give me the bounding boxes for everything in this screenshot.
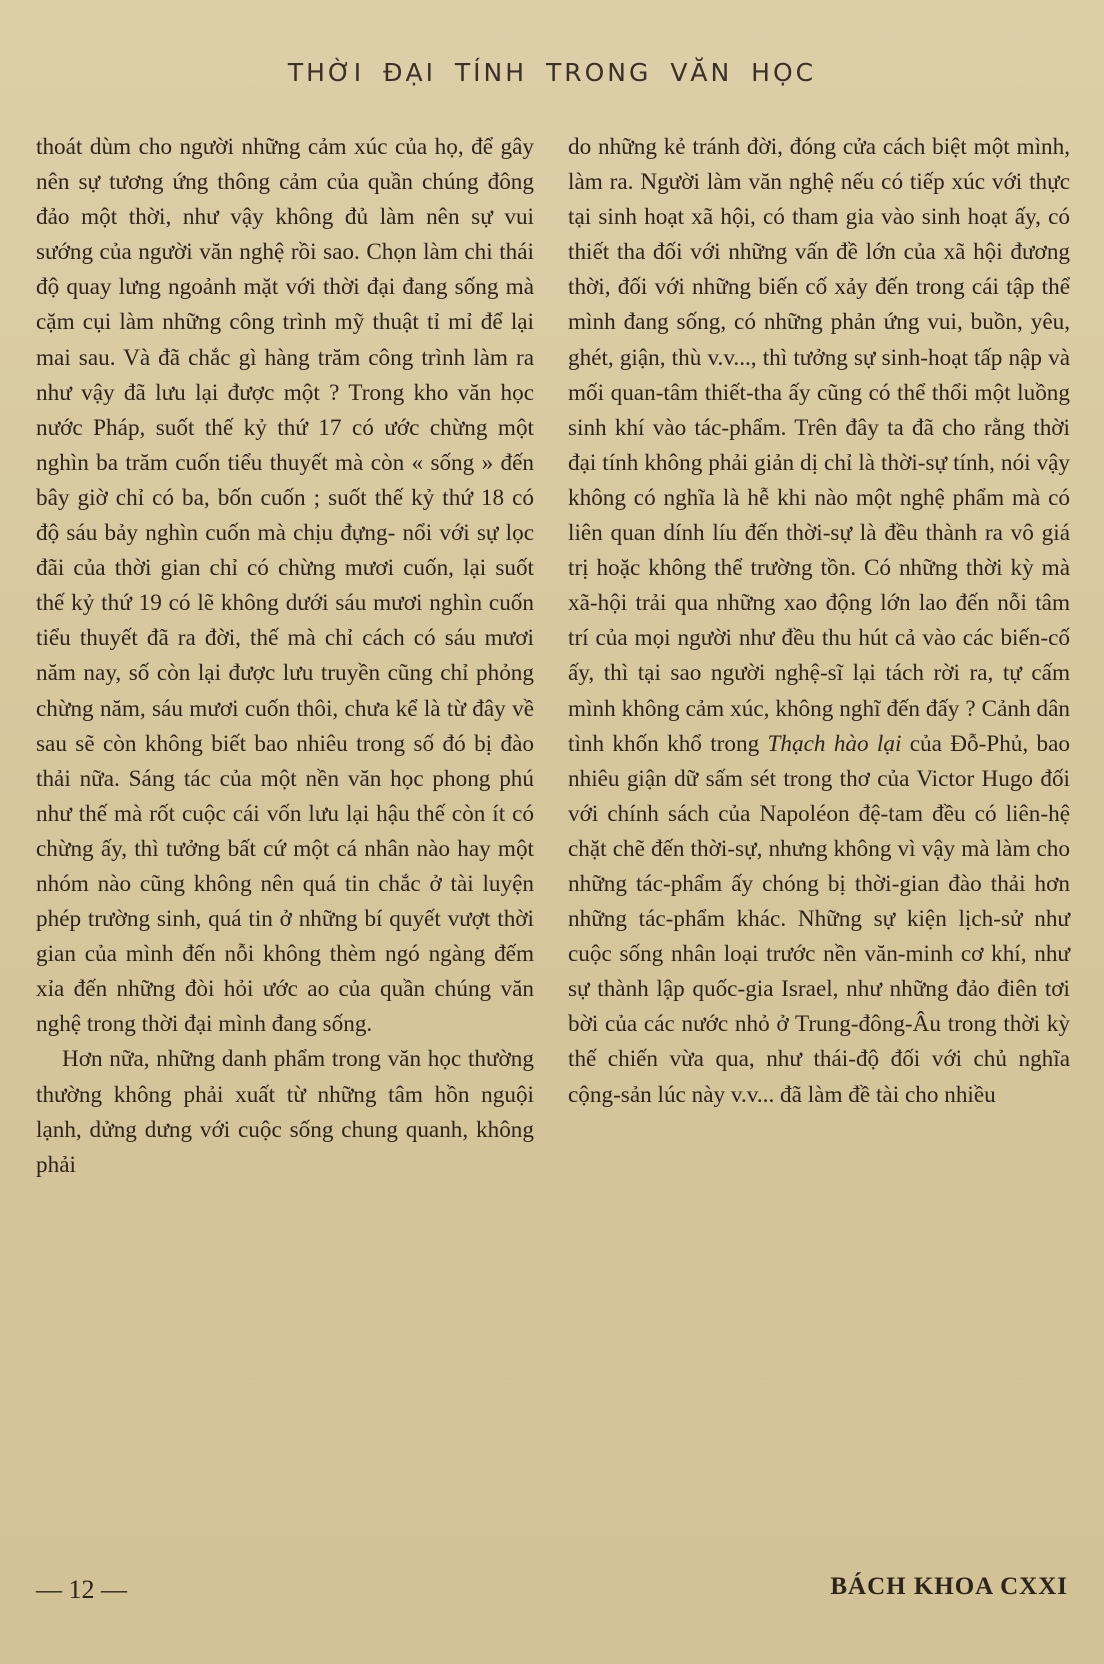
paragraph: Hơn nữa, những danh phẩm trong văn học thường thường không phải xuất từ những tâm hồn nguội lạnh, dửng dưng với cuộc sống chung quanh, không phải <box>36 1046 534 1178</box>
page-number: — 12 — <box>36 1575 127 1604</box>
text-column-right <box>568 130 1070 1113</box>
paragraph: thoát dùm cho người những cảm xúc của họ, để gây nên sự tương ứng thông cảm của quần chúng đông đảo một thời, như vậy không đủ làm nên sự vui sướng của người văn nghệ rồi sao. Chọn làm chi thái độ quay lưng ngoảnh mặt với thời đại đang sống mà cặm cụi làm những công trình mỹ thuật tỉ mỉ để lại mai sau. Và đã chắc gì hàng trăm công trình làm ra như vậy đã lưu lại được một ? Trong kho văn học nước Pháp, suốt thế kỷ thứ 17 có ước chừng một nghìn ba trăm cuốn tiểu thuyết mà còn « sống » đến bây giờ chỉ có ba, bốn cuốn ; suốt thế kỷ thứ 18 có độ sáu bảy nghìn cuốn mà chịu đựng- nổi với sự lọc đãi của thời gian chỉ có chừng mươi cuốn, lại suốt thế kỷ thứ 19 có lẽ không dưới sáu mươi nghìn cuốn tiểu thuyết đã ra đời, thế mà chỉ cách có sáu mươi năm nay, số còn lại được lưu truyền cũng chỉ phỏng chừng năm, sáu mươi cuốn thôi, chưa kể là từ đây về sau sẽ còn không biết bao nhiêu trong số đó bị đào thải nữa. Sáng tác của một nền văn học phong phú như thế mà rốt cuộc cái vốn lưu lại hậu thế còn ít có chừng ấy, thì tưởng bất cứ một cá nhân nào hay một nhóm nào cũng không nên quá tin chắc ở tài luyện phép trường sinh, quá tin ở những bí quyết vượt thời gian của mình đến nỗi không thèm ngó ngàng đếm xỉa đến những đòi hỏi ước ao của quần chúng văn nghệ trong thời đại mình đang sống. <box>36 134 534 1038</box>
text-column-left <box>36 130 534 1183</box>
paragraph-text: của Đỗ-Phủ, bao nhiêu giận dữ sấm sét trong thơ của Victor Hugo đối với chính sách của Napoléon đệ-tam đều có liên-hệ chặt chẽ đến thời-sự, nhưng không vì vậy mà làm cho những tác-phẩm ấy chóng bị thời-gian đào thải hơn những tác-phẩm khác. Những sự kiện lịch-sử như cuộc sống nhân loại trước nền văn-minh cơ khí, như sự thành lập quốc-gia Israel, như những đảo điên tơi bời của các nước nhỏ ở Trung-đông-Âu trong thời kỳ thế chiến vừa qua, như thái-độ đối với chủ nghĩa cộng-sản lúc này v.v... đã làm đề tài cho nhiều <box>568 730 1070 1108</box>
paragraph-text: do những kẻ tránh đời, đóng cửa cách biệt một mình, làm ra. Người làm văn nghệ nếu có tiếp xúc với thực tại sinh hoạt xã hội, có tham gia vào sinh hoạt ấy, có thiết tha đối với những vấn đề lớn của xã hội đương thời, đối với những biến cố xảy đến trong cái tập thể mình đang sống, có những phản ứng vui, buồn, yêu, ghét, giận, thù v.v..., thì tưởng sự sinh-hoạt tấp nập và mối quan-tâm thiết-tha ấy cũng có thể thổi một luồng sinh khí vào tác-phẩm. Trên đây ta đã cho rằng thời đại tính không phải giản dị chỉ là thời-sự tính, nói vậy không có nghĩa là hễ khi nào một nghệ phẩm mà có liên quan dính líu đến thời-sự là đều thành ra vô giá trị hoặc không thể trường tồn. Có những thời kỳ mà xã-hội trải qua những xao động lớn lao đến nỗi tâm trí của mọi người như đều thu hút cả vào các biến-cố ấy, thì tại sao người nghệ-sĩ lại tách rời ra, tự cấm mình không cảm xúc, không nghĩ đến đấy ? Cảnh dân tình khốn khổ trong <box>568 134 1070 757</box>
paragraph <box>568 130 1070 1113</box>
running-head: THỜI ĐẠI TÍNH TRONG VĂN HỌC <box>287 58 817 87</box>
italic-work-title: Thạch hào lại <box>767 730 902 757</box>
journal-footer: BÁCH KHOA CXXI <box>830 1573 1068 1600</box>
